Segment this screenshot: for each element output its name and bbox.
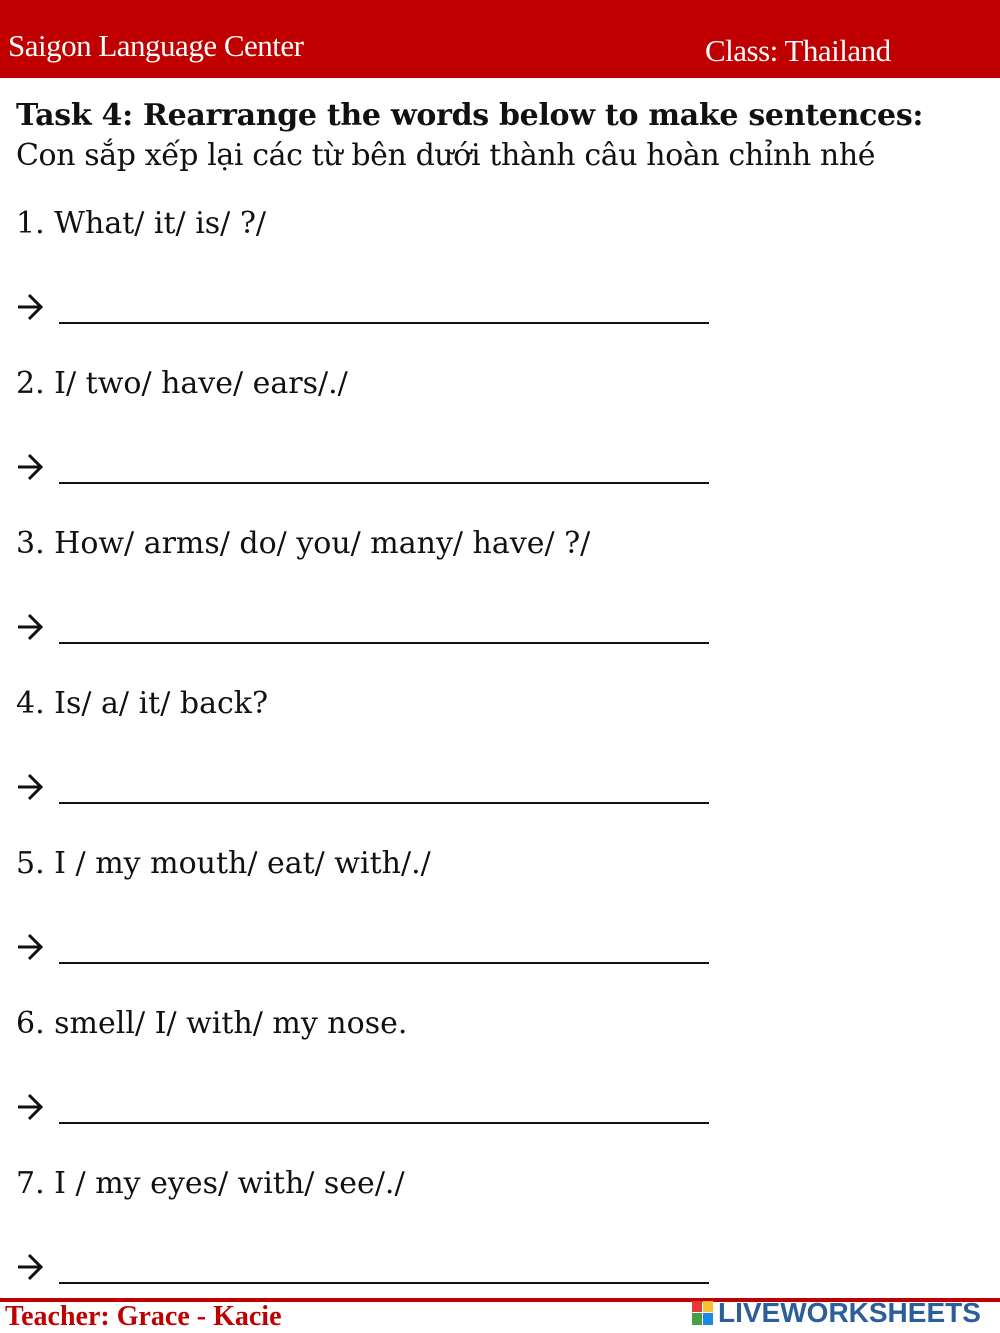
class-label: Class: Thailand [705,33,891,68]
header-bar [0,0,1000,78]
answer-field[interactable] [16,286,716,326]
center-name: Saigon Language Center [8,28,304,63]
arrow-right-icon [16,1250,46,1284]
arrow-right-icon [16,930,46,964]
arrow-right-icon [16,770,46,804]
answer-line [59,482,709,484]
answer-field[interactable] [16,606,716,646]
arrow-right-icon [16,290,46,324]
brand-name: LIVEWORKSHEETS [718,1297,981,1328]
question-item [16,686,736,816]
answer-field[interactable] [16,766,716,806]
liveworksheets-logo-icon [692,1300,714,1326]
question-item [16,366,736,496]
question-text: 5. I / my mouth/ eat/ with/./ [16,846,431,881]
question-item [16,526,736,656]
answer-line [59,1282,709,1284]
question-item [16,1006,736,1136]
question-item [16,1166,736,1296]
task-title: Task 4: Rearrange the words below to make sentences: [16,98,924,133]
question-text: 1. What/ it/ is/ ?/ [16,206,267,241]
question-text: 2. I/ two/ have/ ears/./ [16,366,348,401]
answer-field[interactable] [16,446,716,486]
answer-line [59,962,709,964]
arrow-right-icon [16,1090,46,1124]
arrow-right-icon [16,450,46,484]
task-subtitle: Con sắp xếp lại các từ bên dưới thành câu hoàn chỉnh nhé [16,138,876,173]
answer-field[interactable] [16,926,716,966]
question-item [16,846,736,976]
teacher-label: Teacher: Grace - Kacie [5,1301,282,1332]
question-text: 4. Is/ a/ it/ back? [16,686,269,721]
liveworksheets-logo [692,1296,981,1330]
answer-field[interactable] [16,1086,716,1126]
answer-field[interactable] [16,1246,716,1286]
question-text: 6. smell/ I/ with/ my nose. [16,1006,408,1041]
question-text: 3. How/ arms/ do/ you/ many/ have/ ?/ [16,526,591,561]
answer-line [59,802,709,804]
answer-line [59,322,709,324]
answer-line [59,642,709,644]
question-item [16,206,736,336]
arrow-right-icon [16,610,46,644]
question-text: 7. I / my eyes/ with/ see/./ [16,1166,405,1201]
answer-line [59,1122,709,1124]
